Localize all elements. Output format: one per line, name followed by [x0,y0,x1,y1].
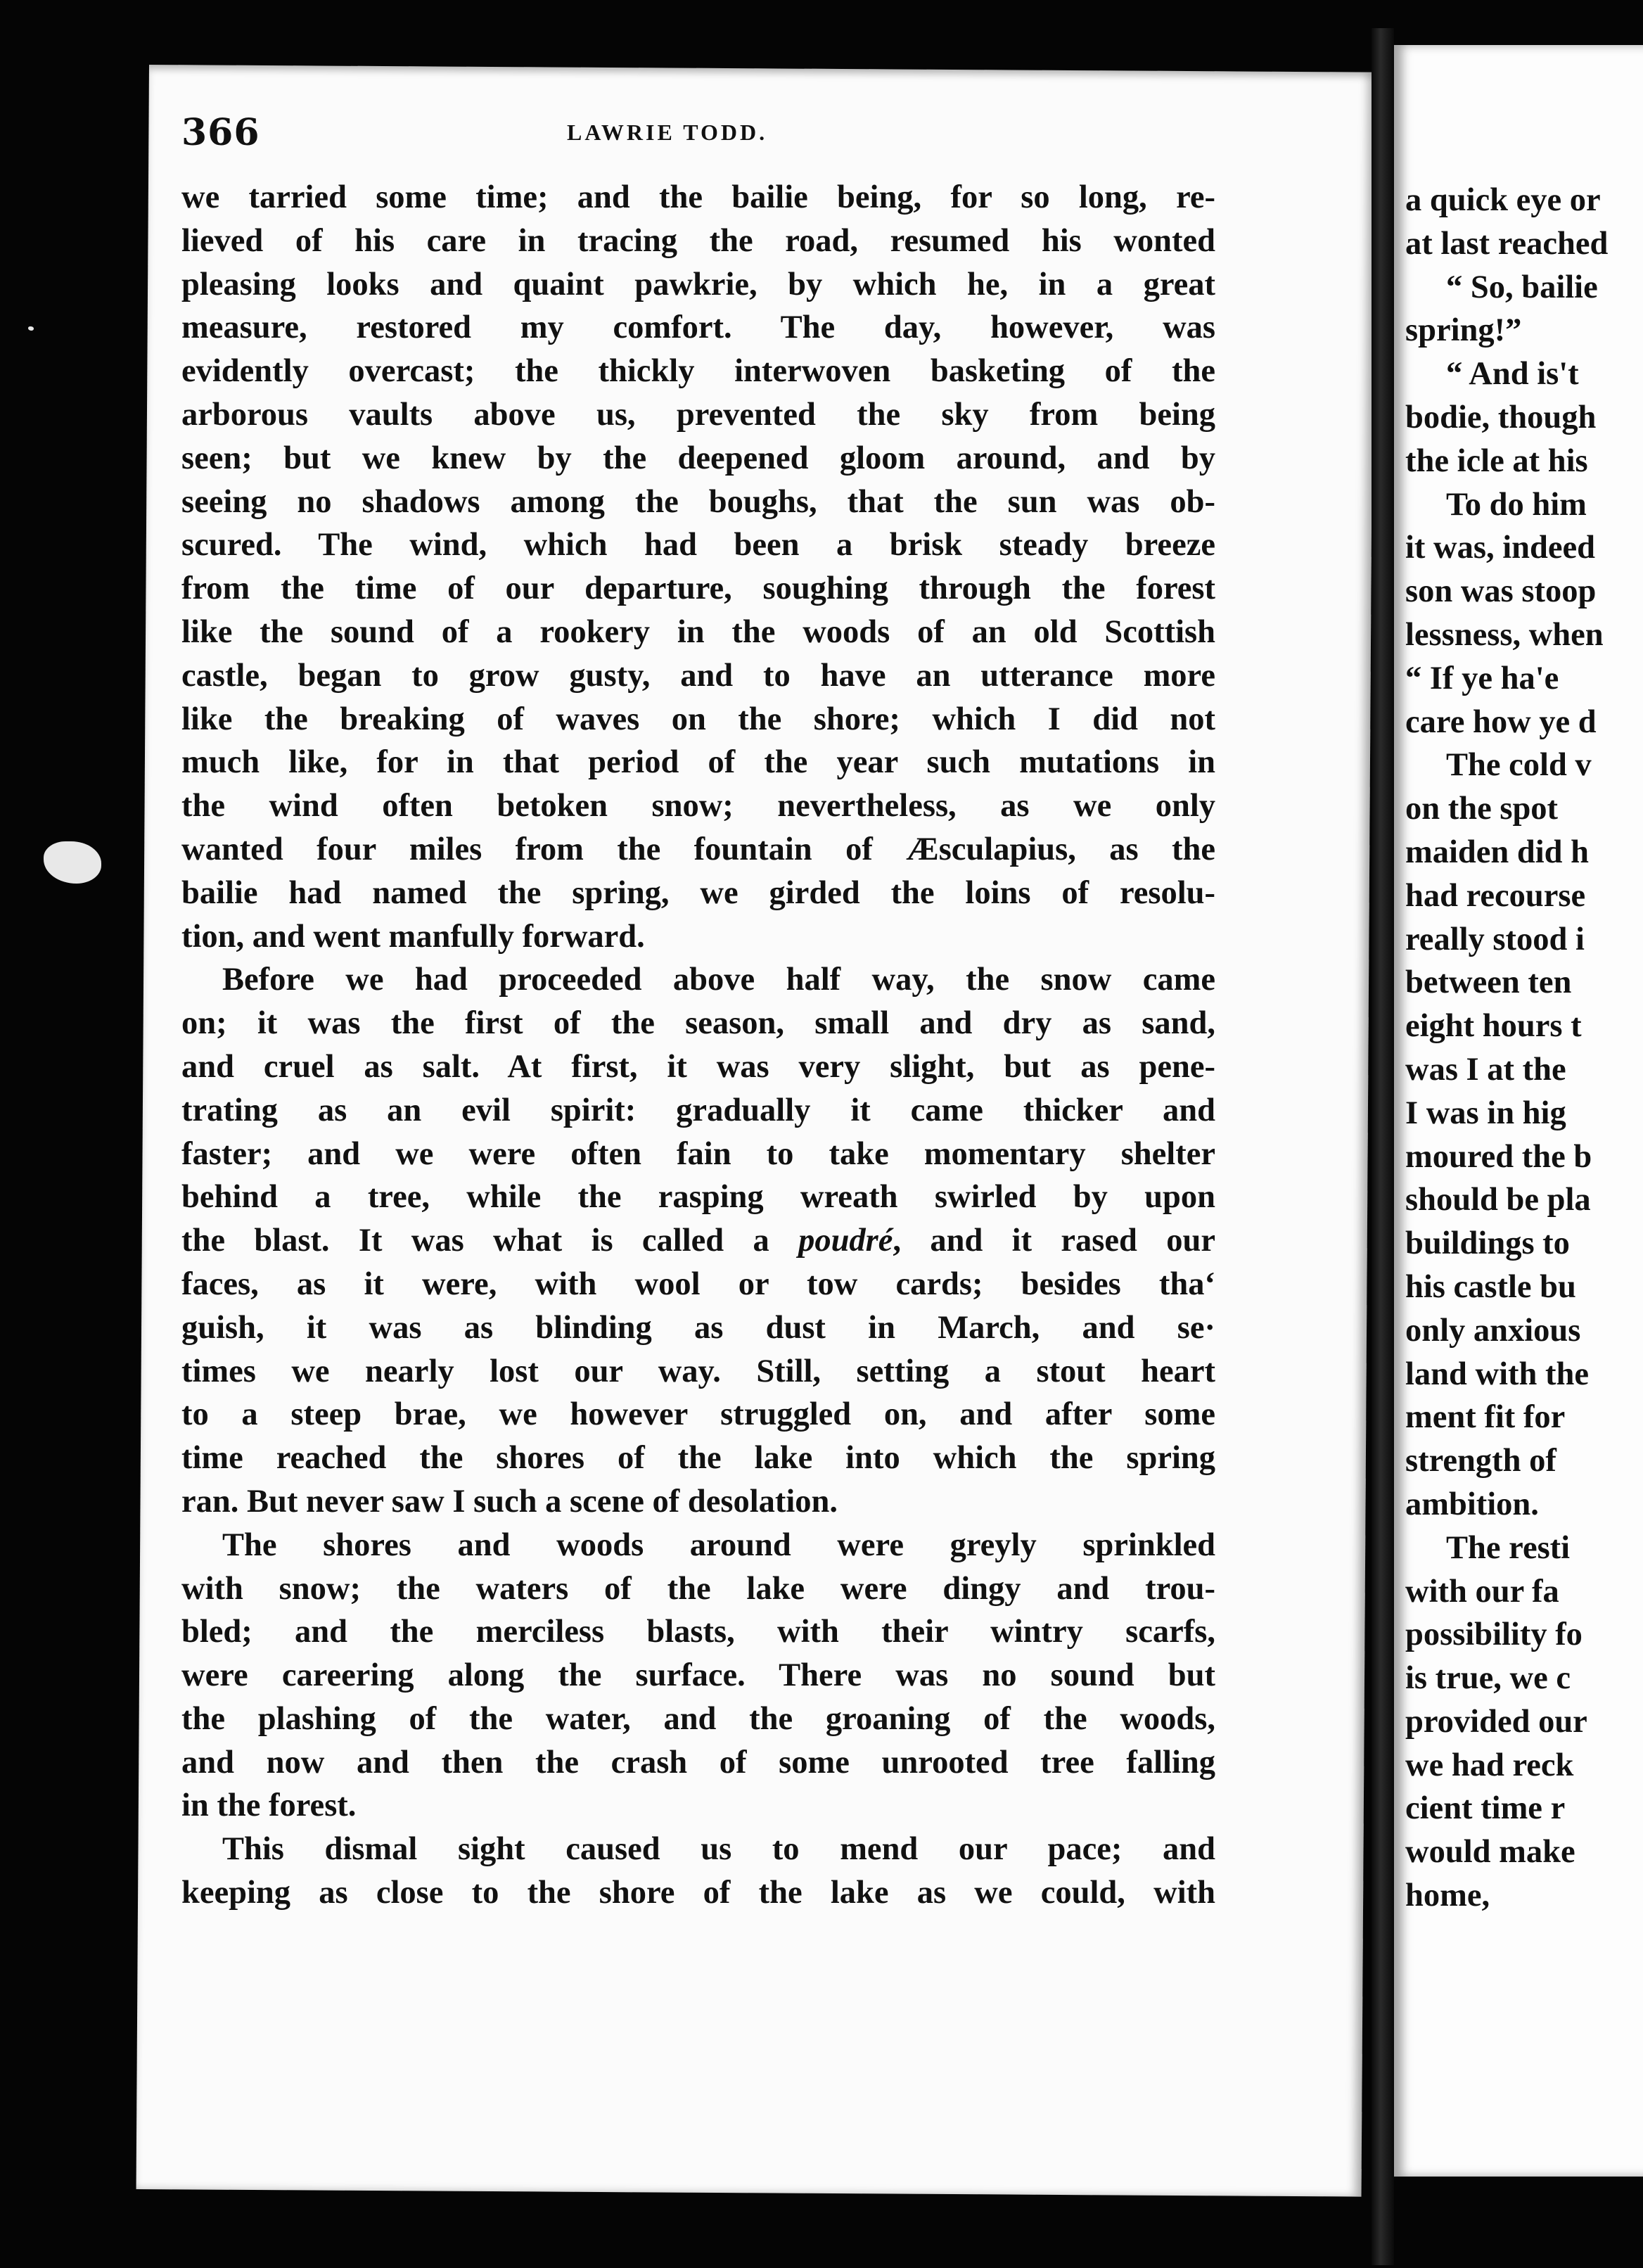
text-line: The shores and woods around were greyly sprinkled [222,1527,1215,1563]
text-line: moured the b [1405,1138,1592,1175]
right-page-body [1405,179,1643,1918]
running-head [181,111,1215,167]
text-line: and now and then the crash of some unrooted tree falling [181,1744,1215,1780]
margin-speck [44,841,101,884]
text-line: behind a tree, while the rasping wreath swirled by upon [181,1179,1215,1216]
text-line: bailie had named the spring, we girded the loins of resolu- [181,874,1215,911]
text-line: the blast. It was what is called a poudré, and it rased our [181,1223,1215,1259]
text-line: wanted four miles from the fountain of Æsculapius, as the [181,831,1215,867]
text-line: in the forest. [181,1788,357,1824]
text-line: with our fa [1405,1573,1559,1610]
text-line: spring!” [1405,312,1522,349]
text-line: faces, as it were, with wool or tow cards; besides tha‘ [181,1266,1215,1302]
text-line: ambition. [1405,1486,1539,1522]
text-line: bled; and the merciless blasts, with their wintry scarfs, [181,1614,1215,1650]
text-line: measure, restored my comfort. The day, however, was [181,310,1215,346]
text-line: pleasing looks and quaint pawkrie, by which he, in a great [181,266,1215,302]
text-line: buildings to [1405,1225,1570,1262]
text-line: I was in hig [1405,1095,1566,1131]
text-line: strength of [1405,1443,1556,1479]
text-line: eight hours t [1405,1008,1582,1045]
text-line: really stood i [1405,921,1585,957]
book-gutter [1372,28,1394,2265]
text-line: bodie, though [1405,399,1597,435]
text-line: was I at the [1405,1051,1566,1088]
text-line: is true, we c [1405,1660,1571,1697]
text-line: times we nearly lost our way. Still, setting a stout heart [181,1353,1215,1389]
text-line: provided our [1405,1703,1587,1740]
text-line: The cold v [1446,747,1592,784]
text-line: were careering along the surface. There was no sound but [181,1657,1215,1694]
text-line: from the time of our departure, soughing through the forest [181,571,1215,607]
text-line: lessness, when [1405,616,1604,653]
text-line: the plashing of the water, and the groaning of the woods, [181,1700,1215,1737]
text-line: care how ye d [1405,703,1597,740]
text-line: ran. But never saw I such a scene of desolation. [181,1483,838,1520]
text-line: at last reached [1405,225,1609,262]
text-line: the icle at his [1405,442,1588,479]
text-line: we tarried some time; and the bailie being, for so long, re- [181,179,1215,215]
text-line: guish, it was as blinding as dust in March, and se· [181,1309,1215,1346]
text-line: “ If ye ha'e [1405,660,1559,696]
text-line: on the spot [1405,791,1559,827]
text-line: possibility fo [1405,1617,1583,1653]
text-line: “ And is't [1446,356,1579,393]
text-line: keeping as close to the shore of the lake as we could, with [181,1875,1215,1911]
text-line: faster; and we were often fain to take momentary shelter [181,1135,1215,1172]
italic-word: poudré [798,1223,893,1259]
left-page-body [181,176,1215,1915]
text-line: the wind often betoken snow; nevertheless, as we only [181,788,1215,824]
text-line: evidently overcast; the thickly interwoven basketing of the [181,353,1215,390]
text-line: his castle bu [1405,1268,1576,1305]
text-line: home, [1405,1878,1490,1914]
text-line: cient time r [1405,1790,1566,1827]
text-line: would make [1405,1834,1575,1871]
text-line: like the breaking of waves on the shore; which I did not [181,701,1215,737]
text-line: lieved of his care in tracing the road, resumed his wonted [181,222,1215,259]
text-line: on; it was the first of the season, small and dry as sand, [181,1005,1215,1042]
text-line: ment fit for [1405,1399,1566,1436]
text-line: trating as an evil spirit: gradually it came thicker and [181,1092,1215,1128]
text-line: much like, for in that period of the year such mutations in [181,744,1215,781]
text-line: The resti [1446,1529,1571,1566]
right-page [1394,45,1643,2177]
text-line: seen; but we knew by the deepened gloom around, and by [181,440,1215,476]
text-line: with snow; the waters of the lake were dingy and trou- [181,1570,1215,1607]
text-line: to a steep brae, we however struggled on, and after some [181,1396,1215,1433]
text-line: son was stoop [1405,573,1597,610]
text-line: To do him [1446,486,1587,523]
text-line: and cruel as salt. At first, it was very slight, but as pene- [181,1048,1215,1085]
text-line: castle, began to grow gusty, and to have an utterance more [181,657,1215,694]
running-title: LAWRIE TODD. [567,120,768,145]
text-line: should be pla [1405,1182,1591,1218]
text-line: had recourse [1405,877,1586,914]
text-line: like the sound of a rookery in the woods of an old Scottish [181,613,1215,650]
text-line: seeing no shadows among the boughs, that the sun was ob- [181,483,1215,520]
text-line: tion, and went manfully forward. [181,918,645,955]
text-line: Before we had proceeded above half way, the snow came [222,962,1215,998]
text-line: only anxious [1405,1312,1581,1349]
text-line: This dismal sight caused us to mend our pace; and [222,1831,1215,1868]
text-line: scured. The wind, which had been a brisk steady breeze [181,527,1215,563]
text-line: between ten [1405,964,1572,1001]
text-line: arborous vaults above us, prevented the sky from being [181,396,1215,433]
page-number: 366 [181,111,260,154]
text-line: maiden did h [1405,834,1590,870]
text-line: time reached the shores of the lake into which the spring [181,1440,1215,1477]
text-line: we had reck [1405,1747,1574,1783]
text-line: a quick eye or [1405,182,1601,218]
text-line: land with the [1405,1356,1589,1392]
text-line: “ So, bailie [1446,269,1598,305]
text-line: it was, indeed [1405,530,1595,566]
margin-speck [28,326,34,331]
